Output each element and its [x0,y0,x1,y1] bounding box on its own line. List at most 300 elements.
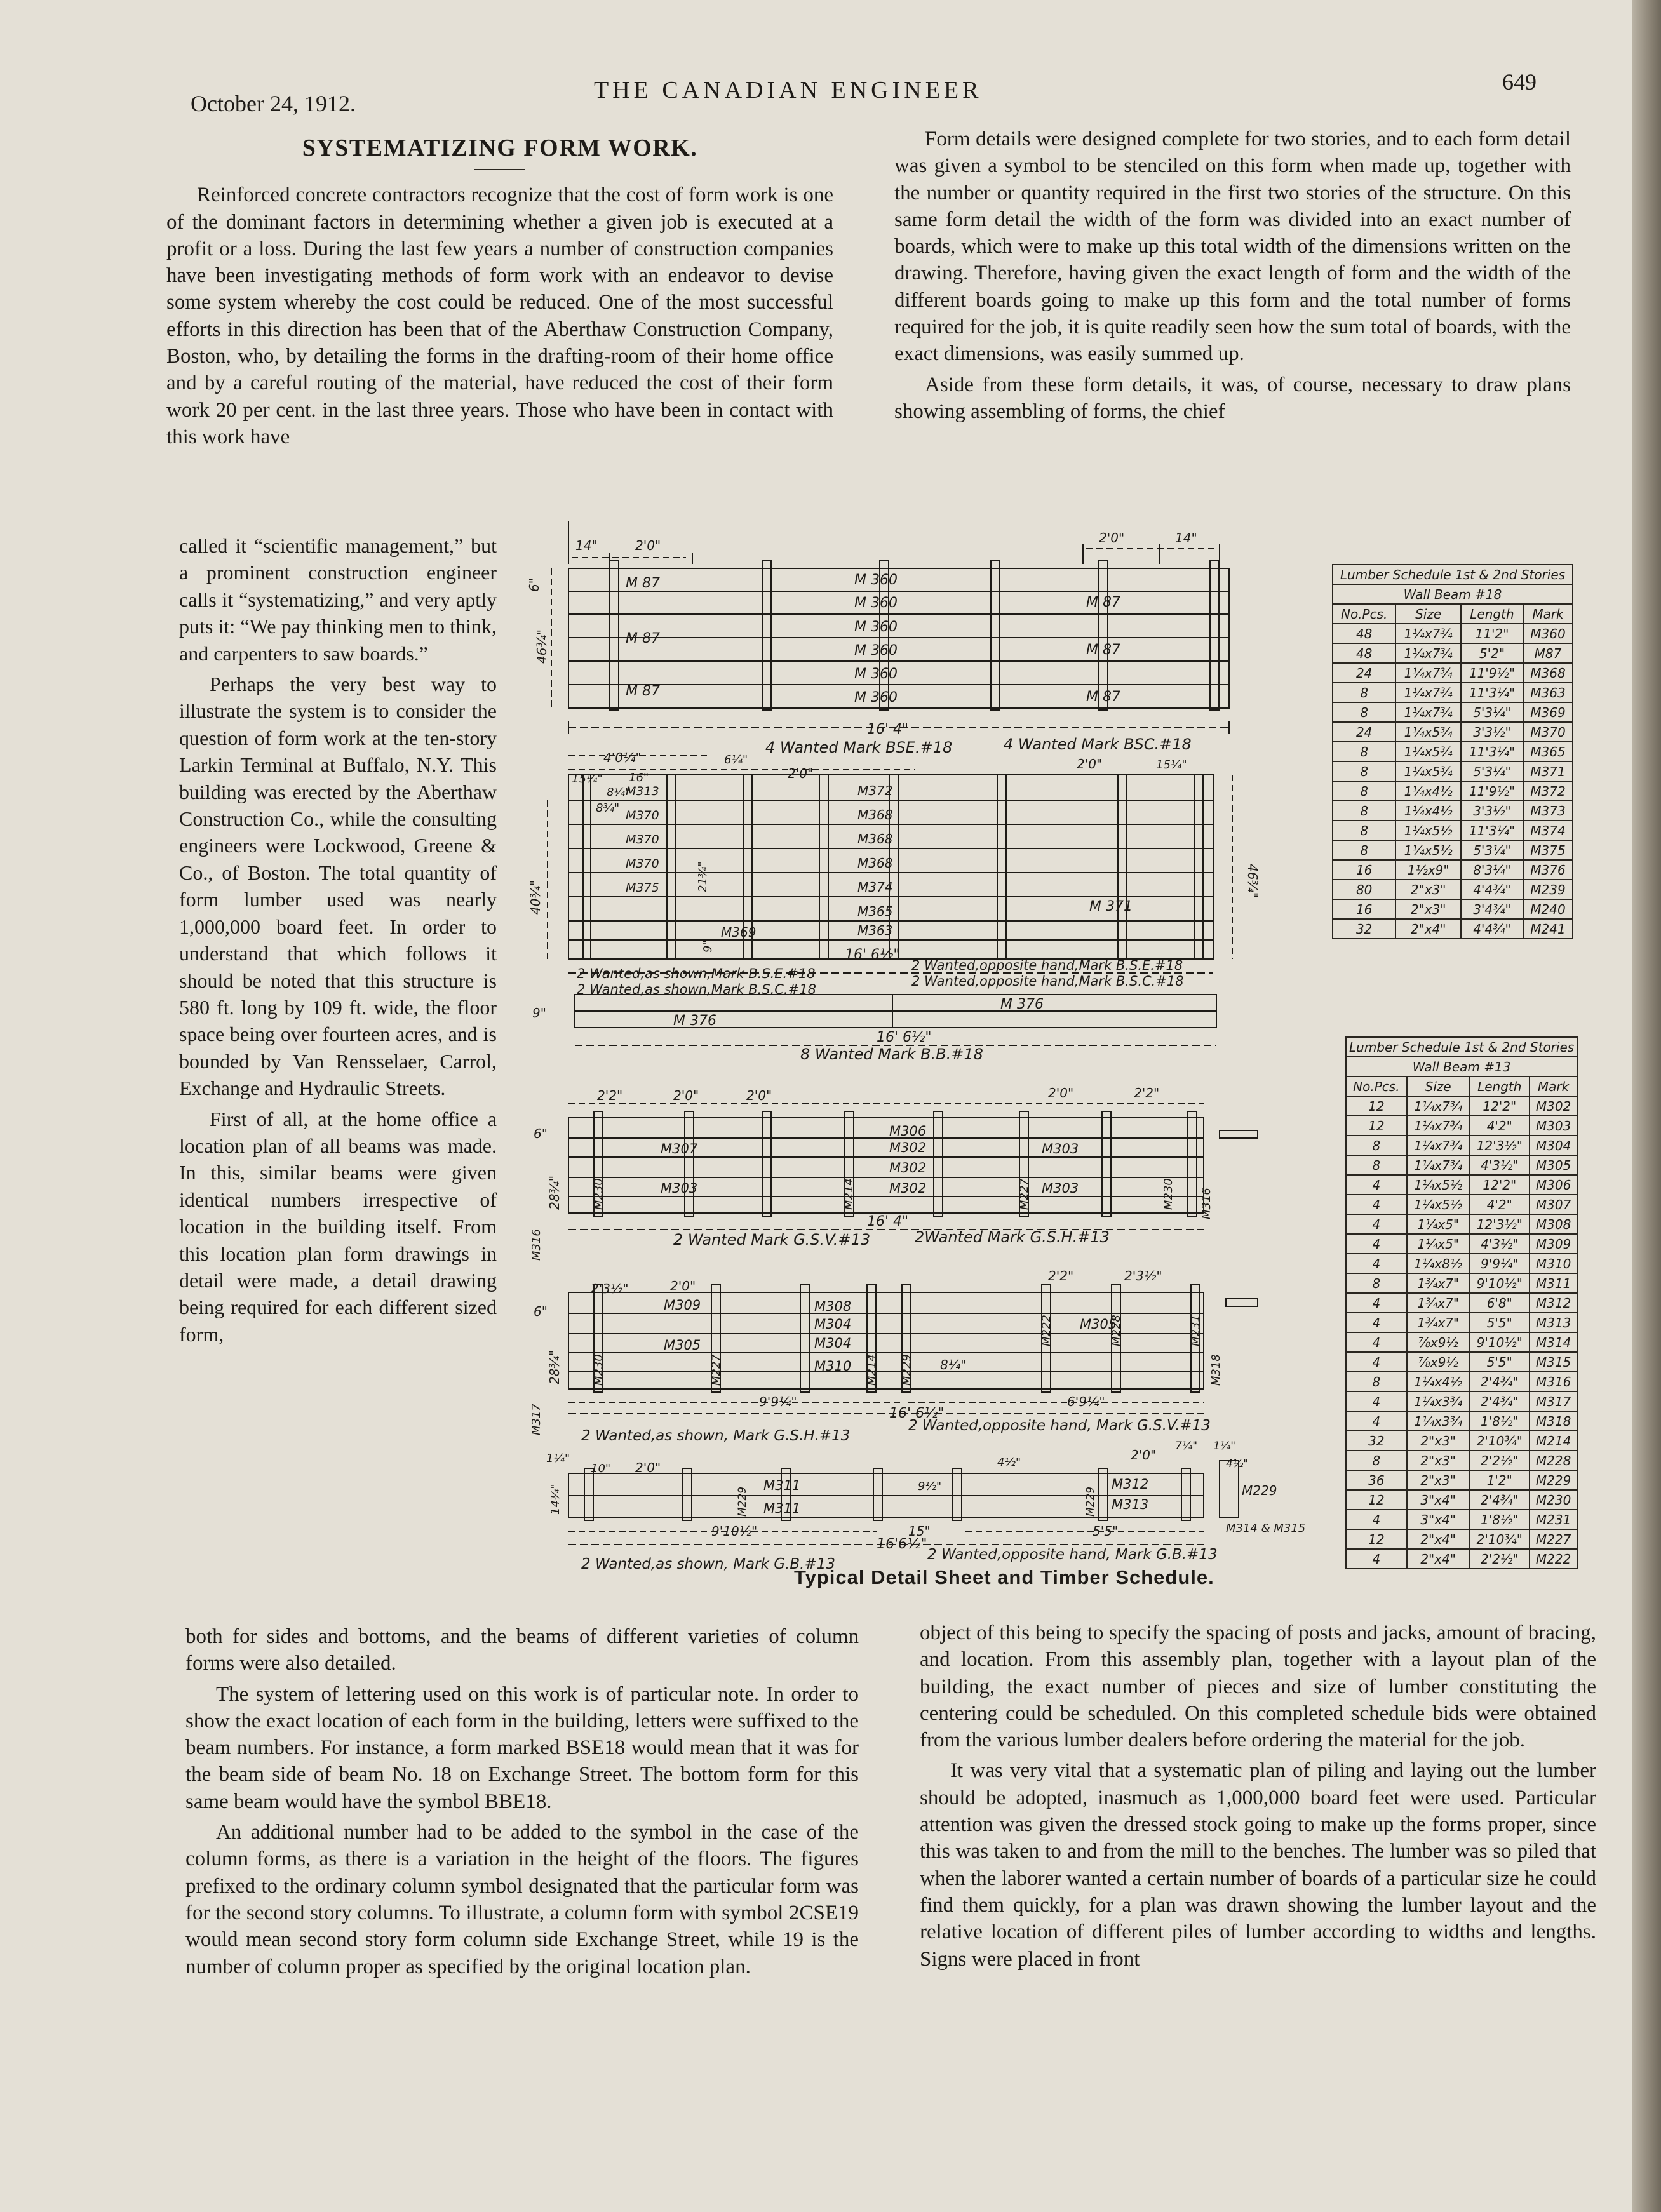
paragraph: Perhaps the very best way to illustrate the system is to consider the question of form work at the ten-story Larkin Terminal at Buffalo, N.Y. This building was erected by the Aberthaw Construction Co., while the consulting engineers were Lockwood, Greene & Co., of Boston. The total quantity of form lumber used was nearly 1,000,000 board feet. In order to understand that which follows it should be noted that this structure is 580 ft. long by 109 ft. wide, the floor space being over fourteen acres, and is bounded by Van Rensselaer, Carrol, Exchange and Hydraulic Streets. [179,673,497,1100]
table-cell: M231 [1530,1510,1577,1529]
table-cell: 8 [1333,781,1395,801]
table-cell: 12'2" [1470,1175,1530,1195]
table-cell: 1¼x4½ [1407,1372,1470,1391]
table-cell: 3'3½" [1461,722,1523,742]
board-mark: M 87 [1086,594,1120,610]
table-row [1346,1116,1577,1136]
table-cell: 32 [1346,1431,1407,1451]
table-cell: 4'3½" [1470,1155,1530,1175]
board-mark: M303 [1042,1141,1079,1156]
dim-label: 40¾" [528,880,543,915]
right-column-top [894,126,1571,429]
lumber-schedule-18 [1332,564,1573,939]
table-cell: M309 [1530,1234,1577,1254]
wanted-label: 2 Wanted,opposite hand, Mark G.S.V.#13 [908,1418,1211,1434]
board-mark: M 360 [854,690,898,706]
wanted-label: 2 Wanted Mark G.S.V.#13 [673,1231,871,1249]
table-cell: 2'10¾" [1470,1431,1530,1451]
table-row [1346,1096,1577,1116]
table-cell: 11'9½" [1461,663,1523,683]
vertical-mark: M317 [530,1404,543,1435]
table-row [1346,1195,1577,1214]
board-mark: M374 [857,880,893,895]
table-cell: 5'2" [1461,643,1523,663]
table-cell: M87 [1523,643,1573,663]
table-cell: M214 [1530,1431,1577,1451]
table-cell: 12'2" [1470,1096,1530,1116]
paragraph: Reinforced concrete contractors recognize that the cost of form work is one of the dominant factors in determining whether a given job is executed at a profit or a loss. During the last few years a number of construction companies have been investigating methods of form work with an endeavor to devise some system whereby the cost could be reduced. One of the most successful efforts in this direction has been that of the Aberthaw Construction Company, Boston, who, by detailing the forms in the drafting-room of their home office and by a careful routing of the material, have reduced the cost of their form work 20 per cent. in the last three years. Those who have been in contact with this work have [166,184,833,448]
board-mark: M368 [857,831,893,847]
table-cell: 16 [1333,899,1395,919]
table-cell: 3"x4" [1407,1510,1470,1529]
board-mark: M 87 [1086,689,1120,705]
table-row [1346,1136,1577,1155]
table-cell: 36 [1346,1470,1407,1490]
table-row [1346,1549,1577,1569]
table-cell: 4 [1346,1234,1407,1254]
table-cell: 1¼x5" [1407,1234,1470,1254]
table-cell: 8 [1333,801,1395,821]
table-cell: 4 [1346,1332,1407,1352]
column-header: No.Pcs. [1346,1076,1407,1096]
column-header: Mark [1523,604,1573,624]
dim-label: 2'2" [1134,1085,1160,1101]
table-cell: 1¼x3¾ [1407,1411,1470,1431]
board-mark: M 376 [673,1013,716,1029]
table-cell: 2"x3" [1407,1470,1470,1490]
table-cell: 12'3½" [1470,1214,1530,1234]
board-mark: M310 [814,1358,852,1374]
table-cell: 8 [1333,702,1395,722]
dim-label: 1¼" [1213,1440,1236,1452]
column-header: Mark [1530,1076,1577,1096]
table-cell: M373 [1523,801,1573,821]
table-cell: 8 [1346,1155,1407,1175]
table-cell: 1¼x5¾ [1395,722,1461,742]
board-mark: M 87 [626,631,660,647]
board-mark: M372 [857,783,893,798]
board-mark: M 376 [1000,996,1044,1012]
table-cell: 4 [1346,1254,1407,1273]
board-mark: M309 [664,1297,701,1313]
dim-label: 28¾" [547,1350,562,1384]
table-row [1346,1254,1577,1273]
wanted-label: 2 Wanted,opposite hand,Mark B.S.C.#18 [911,974,1184,989]
table-cell: 11'3¼" [1461,742,1523,761]
table-row [1333,624,1573,643]
table-cell: 4 [1346,1391,1407,1411]
table-row [1333,840,1573,860]
board-mark: M 360 [854,619,898,635]
column-header: No.Pcs. [1333,604,1395,624]
schedule-body [1346,1096,1577,1569]
header-row [1346,1076,1577,1096]
table-cell: M365 [1523,742,1573,761]
board-mark: M363 [857,923,893,938]
dim-label: 2'3½" [1124,1268,1162,1284]
table-cell: 2"x3" [1407,1451,1470,1470]
table-cell: 1¼x7¾ [1395,624,1461,643]
table-cell: 8 [1333,821,1395,840]
table-cell: 1¼x4½ [1395,781,1461,801]
vertical-mark: M227 [1018,1178,1031,1210]
table-row [1333,801,1573,821]
table-cell: 5'3¼" [1461,840,1523,860]
wanted-label: 2Wanted Mark G.S.H.#13 [915,1228,1110,1246]
board-mark: M 87 [1086,642,1120,658]
board-mark: M 371 [1089,899,1133,915]
column-header: Length [1461,604,1523,624]
column-header: Size [1395,604,1461,624]
table-cell: 9'10½" [1470,1332,1530,1352]
board-mark: M306 [889,1123,927,1139]
table-cell: M368 [1523,663,1573,683]
paragraph: Aside from these form details, it was, of course, necessary to draw plans showing assembling of forms, the chief [894,373,1571,423]
board-mark: M369 [721,925,757,940]
table-cell: 2'2½" [1470,1549,1530,1569]
dim-label: 2'0" [788,766,814,781]
table-cell: 5'5" [1470,1313,1530,1332]
board-mark: M304 [814,1317,852,1332]
table-row [1346,1214,1577,1234]
table-cell: M375 [1523,840,1573,860]
table-cell: 12 [1346,1096,1407,1116]
table-cell: M306 [1530,1175,1577,1195]
dim-label: 4½" [997,1456,1021,1469]
table-row [1346,1391,1577,1411]
board-mark: M304 [814,1336,852,1351]
table-cell: 11'2" [1461,624,1523,643]
table-cell: 1¼x5" [1407,1214,1470,1234]
vertical-mark: M316 [1200,1188,1213,1219]
table-cell: 2'4¾" [1470,1391,1530,1411]
paragraph: called it “scientific management,” but a prominent construction engineer calls it “systematizing,” and very aptly puts it: “We pay thinking men to think, and carpenters to saw boards.” [179,534,497,665]
wanted-label: 8 Wanted Mark B.B.#18 [800,1045,983,1063]
dim-label: 2'0" [635,1460,661,1475]
table-cell: 12 [1346,1529,1407,1549]
dim-label: 15" [908,1524,931,1539]
table-cell: 1¼x5¾ [1395,761,1461,781]
table-row [1333,702,1573,722]
dim-label: 14" [575,538,598,553]
table-cell: M228 [1530,1451,1577,1470]
board-mark: M365 [857,904,893,919]
schedule-subtitle: Wall Beam #13 [1346,1057,1577,1076]
vertical-mark: M230 [592,1354,605,1386]
board-mark: M368 [857,855,893,871]
dim-label: 2'0" [635,538,661,553]
board-mark: M229 [1242,1483,1277,1498]
narrow-column [179,532,497,1351]
length-label: 16' 4" [867,1214,909,1230]
table-cell: 8'3¼" [1461,860,1523,880]
table-cell: M303 [1530,1116,1577,1136]
table-row [1346,1175,1577,1195]
table-cell: 11'3¼" [1461,683,1523,702]
table-row [1346,1470,1577,1490]
table-cell: 2"x4" [1407,1529,1470,1549]
dim-label: 2'0" [673,1088,699,1103]
table-cell: 4 [1346,1411,1407,1431]
table-cell: 2"x3" [1395,880,1461,899]
table-cell: M302 [1530,1096,1577,1116]
dim-label: 4'0¼" [603,750,642,765]
table-cell: 2'4¾" [1470,1372,1530,1391]
table-cell: 11'9½" [1461,781,1523,801]
length-label: 16'6½" [877,1536,927,1552]
vertical-mark: M231 [1189,1315,1202,1346]
board-mark: M307 [661,1141,698,1156]
table-cell: 80 [1333,880,1395,899]
board-mark: M 360 [854,595,898,611]
dim-label: 2'2" [1048,1268,1074,1284]
table-cell: 1¼x3¾ [1407,1391,1470,1411]
dim-label: 2'3½" [591,1281,629,1296]
table-cell: 9'9¼" [1470,1254,1530,1273]
table-cell: 4'3½" [1470,1234,1530,1254]
dim-label: 8¾" [596,801,620,815]
wanted-label: 4 Wanted Mark BSC.#18 [1004,735,1192,753]
board-mark: M302 [889,1140,927,1155]
board-mark: M314 & M315 [1226,1522,1306,1535]
dim-label: 6" [534,1126,548,1141]
table-cell: M376 [1523,860,1573,880]
paragraph: both for sides and bottoms, and the beams of different varieties of column forms were also detailed. [185,1625,859,1675]
paragraph: It was very vital that a systematic plan of piling and laying out the lumber should be adopted, inasmuch as 1,000,000 board feet were used. Particular attention was given the dressed stock going to make up the forms proper, since this was taken to and from the mill to the benches. The lumber was so piled that when the laborer wanted a certain number of boards of a particular size he could find them quickly, for a plan was drawn showing the lumber layout and the relative location of different piles of lumber according to widths and lengths. Signs were placed in front [920,1759,1596,1971]
board-mark: M 360 [854,572,898,588]
table-cell: 1¼x7¾ [1407,1116,1470,1136]
vertical-mark: M214 [842,1178,856,1210]
table-cell: 8 [1333,840,1395,860]
table-cell: 4 [1346,1510,1407,1529]
table-cell: M318 [1530,1411,1577,1431]
table-cell: 1¼x5¾ [1395,742,1461,761]
table-cell: 1¾x7" [1407,1313,1470,1332]
wanted-label: 2 Wanted,opposite hand, Mark G.B.#13 [927,1546,1218,1563]
paragraph: First of all, at the home office a location plan of all beams was made. In this, similar beams were given identical numbers irrespective of location in the building itself. From this location plan form drawings in detail were made, a detail drawing being required for each different sized form, [179,1107,497,1346]
paragraph: Form details were designed complete for two stories, and to each form detail was given a symbol to be stenciled on this form when made up, together with the number or quantity required in the first two stories of the structure. On this same form detail the width of the form was divided into an exact number of boards, which were to make up this total width of the dimensions written on the drawing. Therefore, having given the exact length of form and the width of the different boards going to make up this form and the total number of forms required for the job, it is quite readily seen how the sum total of boards, with the exact dimensions, was easily summed up. [894,128,1571,366]
table-cell: 16 [1333,860,1395,880]
vertical-mark: M230 [1162,1178,1175,1210]
board-mark: M305 [664,1337,701,1353]
table-cell: 4 [1346,1313,1407,1332]
table-cell: 1¼x7¾ [1395,663,1461,683]
table-cell: 5'3¼" [1461,761,1523,781]
table-row [1346,1431,1577,1451]
vertical-mark: M227 [709,1354,723,1386]
table-cell: 11'3¼" [1461,821,1523,840]
dim-label: 21¾" [696,861,709,892]
board-mark: M 360 [854,666,898,682]
schedule-subtitle: Wall Beam #18 [1333,584,1573,604]
table-cell: 48 [1333,643,1395,663]
table-cell: M240 [1523,899,1573,919]
board-mark: M368 [857,807,893,822]
table-row [1333,781,1573,801]
table-cell: 8 [1333,742,1395,761]
column-header: Length [1470,1076,1530,1096]
paragraph: An additional number had to be added to the symbol in the case of the column forms, as there is a variation in the height of the floors. The figures prefixed to the ordinary column symbol designated that the particular form was for the second story columns. To illustrate, a column form with symbol 2CSE19 would mean second story form column side Exchange Street, while 19 is the number of column proper as specified by the original location plan. [185,1821,859,1978]
left-column-top [166,135,833,454]
vertical-mark: M229 [900,1354,913,1386]
board-mark: M311 [763,1478,801,1493]
table-cell: 2"x3" [1407,1431,1470,1451]
dim-label: 9'9¼" [759,1394,797,1409]
table-cell: M305 [1530,1155,1577,1175]
vertical-mark: M229 [1084,1486,1097,1517]
table-cell: M310 [1530,1254,1577,1273]
table-cell: 32 [1333,919,1395,939]
dim-label: 9" [701,940,715,953]
right-column-bottom [920,1619,1596,1976]
table-row [1346,1411,1577,1431]
table-cell: M307 [1530,1195,1577,1214]
detail-drawing [521,521,1306,1588]
length-label: 16' 6½" [877,1029,932,1045]
board-mark: M302 [889,1160,927,1176]
dim-label: 9½" [918,1480,942,1493]
schedule-title: Lumber Schedule 1st & 2nd Stories [1333,565,1573,584]
table-cell: 3"x4" [1407,1490,1470,1510]
dim-label: 28¾" [547,1175,562,1210]
table-cell: M230 [1530,1490,1577,1510]
dim-label: 4½" [1226,1458,1249,1470]
vertical-mark: M318 [1209,1354,1223,1386]
table-row [1346,1155,1577,1175]
table-cell: M314 [1530,1332,1577,1352]
table-cell: 4'2" [1470,1116,1530,1136]
table-row [1333,919,1573,939]
column-header: Size [1407,1076,1470,1096]
table-row [1346,1451,1577,1470]
dim-label: 14¾" [549,1484,562,1515]
table-cell: 2"x4" [1395,919,1461,939]
dim-label: 15¼" [1156,758,1187,772]
table-cell: M312 [1530,1293,1577,1313]
dim-label: 6¼" [724,753,748,767]
table-cell: M360 [1523,624,1573,643]
vertical-mark: M229 [736,1486,749,1517]
dim-label: 2'2" [597,1088,623,1103]
table-cell: 5'5" [1470,1352,1530,1372]
page-number: 649 [1502,69,1537,95]
table-cell: M370 [1523,722,1573,742]
table-cell: ⅞x9½ [1407,1352,1470,1372]
table-cell: 24 [1333,663,1395,683]
dim-label: 9'10½" [711,1524,758,1539]
table-cell: 4'4¾" [1461,919,1523,939]
table-row [1333,683,1573,702]
table-cell: ⅞x9½ [1407,1332,1470,1352]
length-label: 16' 6½" [845,947,900,963]
board-mark: M375 [626,881,659,895]
table-cell: 4 [1346,1195,1407,1214]
dim-label: 2'0" [1099,530,1125,546]
table-cell: M315 [1530,1352,1577,1372]
table-cell: 1¼x7¾ [1395,643,1461,663]
board-mark: M370 [626,833,659,847]
dim-label: 6" [534,1304,548,1319]
page-date: October 24, 1912. [191,91,356,116]
table-cell: 2'4¾" [1470,1490,1530,1510]
table-cell: 1¼x7¾ [1407,1136,1470,1155]
table-cell: 1¼x7¾ [1407,1155,1470,1175]
table-row [1346,1332,1577,1352]
table-row [1333,742,1573,761]
paragraph: The system of lettering used on this work is of particular note. In order to show the exact location of each form in the building, letters were suffixed to the beam numbers. For instance, a form marked BSE18 would mean that it was for the beam side of beam No. 18 on Exchange Street. The bottom form for this same beam would have the symbol BBE18. [185,1682,859,1813]
table-cell: 2"x4" [1407,1549,1470,1569]
table-cell: 4 [1346,1293,1407,1313]
table-cell: 8 [1346,1451,1407,1470]
board-mark: M313 [1112,1497,1149,1512]
table-cell: 4 [1346,1214,1407,1234]
vertical-mark: M230 [592,1178,605,1210]
table-cell: M372 [1523,781,1573,801]
table-cell: M316 [1530,1372,1577,1391]
table-row [1346,1273,1577,1293]
article-title: SYSTEMATIZING FORM WORK. [302,135,698,161]
table-cell: M317 [1530,1391,1577,1411]
dim-label: 46¾" [534,629,549,664]
table-cell: M374 [1523,821,1573,840]
length-label: 16' 6½" [889,1405,945,1421]
dim-label: 16" [629,771,649,784]
table-row [1346,1510,1577,1529]
dim-label: 2'0" [670,1278,696,1294]
table-cell: 1¼x5½ [1407,1195,1470,1214]
table-cell: 8 [1346,1273,1407,1293]
dim-label: 7¼" [1175,1440,1198,1452]
board-mark: M370 [626,808,659,822]
table-cell: M311 [1530,1273,1577,1293]
dim-label: 8¼" [940,1357,967,1372]
table-row [1333,722,1573,742]
header-row [1333,604,1573,624]
table-cell: 4 [1346,1175,1407,1195]
table-row [1333,643,1573,663]
table-cell: 12 [1346,1116,1407,1136]
table-cell: 4 [1346,1549,1407,1569]
table-cell: 1¼x4½ [1395,801,1461,821]
table-cell: 1'8½" [1470,1411,1530,1431]
dim-label: 2'0" [1131,1447,1157,1463]
table-cell: 6'8" [1470,1293,1530,1313]
schedule-body [1333,624,1573,939]
table-cell: M239 [1523,880,1573,899]
table-cell: 1'2" [1470,1470,1530,1490]
table-row [1346,1313,1577,1332]
table-cell: M369 [1523,702,1573,722]
schedule-title: Lumber Schedule 1st & 2nd Stories [1346,1037,1577,1057]
table-row [1333,899,1573,919]
table-cell: 1¼x5½ [1395,840,1461,860]
table-cell: 2"x3" [1395,899,1461,919]
table-cell: M371 [1523,761,1573,781]
table-cell: 4'2" [1470,1195,1530,1214]
dim-label: 6'9¼" [1067,1394,1105,1409]
wanted-label: 2 Wanted,as shown,Mark B.S.E.#18 [577,966,816,981]
book-spine [1632,0,1661,2212]
table-cell: M304 [1530,1136,1577,1155]
table-cell: 1¾x7" [1407,1293,1470,1313]
dim-label: 9" [532,1005,546,1021]
table-cell: M313 [1530,1313,1577,1332]
wanted-label: 4 Wanted Mark BSE.#18 [765,739,953,756]
table-cell: M227 [1530,1529,1577,1549]
vertical-mark: M316 [530,1229,543,1261]
board-mark: M305 [1080,1317,1117,1332]
table-cell: M241 [1523,919,1573,939]
